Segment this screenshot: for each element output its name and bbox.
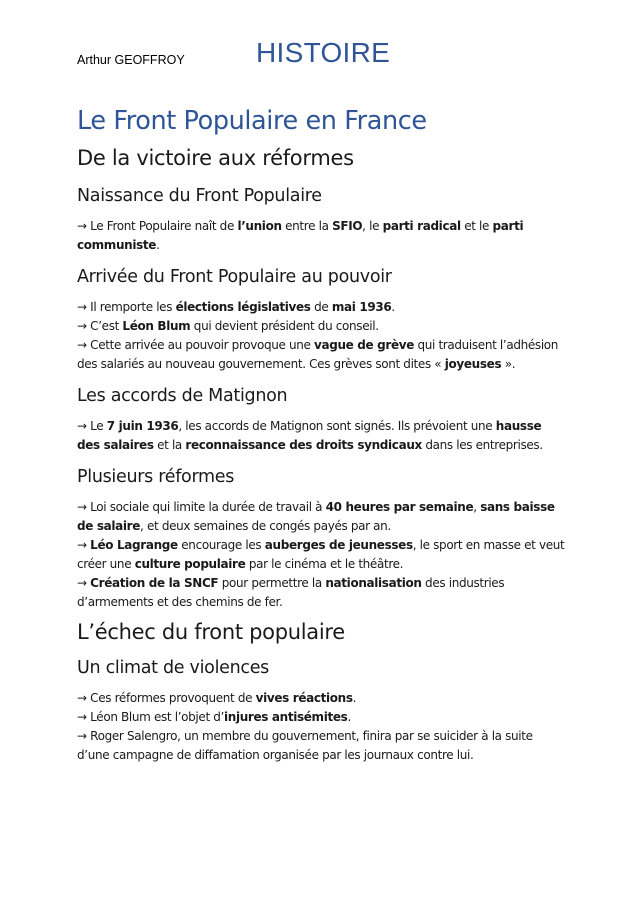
- paragraph: → Le Front Populaire naît de l’union entre la SFIO, le parti radical et le parti communiste.: [77, 219, 524, 252]
- paragraph: → Création de la SNCF pour permettre la nationalisation des industries d’armements et des chemins de fer.: [77, 576, 505, 609]
- document-body: [77, 104, 567, 765]
- section-heading-violences: Un climat de violences: [77, 658, 269, 678]
- part1-heading: De la victoire aux réformes: [77, 146, 354, 170]
- section-heading-naissance: Naissance du Front Populaire: [77, 186, 322, 206]
- paragraph: → Le 7 juin 1936, les accords de Matignon sont signés. Ils prévoient une hausse des salaires et la reconnaissance des droits syndicaux dans les entreprises.: [77, 419, 543, 452]
- paragraph: → Cette arrivée au pouvoir provoque une vague de grève qui traduisent l’adhésion des salariés au nouveau gouvernement. Ces grèves sont dites « joyeuses ».: [77, 338, 559, 371]
- paragraph: → Loi sociale qui limite la durée de travail à 40 heures par semaine, sans baisse de salaire, et deux semaines de congés payés par an.: [77, 500, 555, 533]
- section-heading-reformes: Plusieurs réformes: [77, 467, 235, 487]
- paragraph: → Léon Blum est l’objet d’injures antisémites.: [77, 710, 351, 724]
- section-heading-arrivee: Arrivée du Front Populaire au pouvoir: [77, 267, 392, 287]
- subject-title: HISTOIRE: [256, 37, 391, 68]
- paragraph: → Léo Lagrange encourage les auberges de jeunesses, le sport en masse et veut créer une culture populaire par le cinéma et le théâtre.: [77, 538, 565, 571]
- paragraph: → Roger Salengro, un membre du gouvernement, finira par se suicider à la suite d’une campagne de diffamation organisée par les journaux contre lui.: [77, 729, 533, 762]
- part2-heading: L’échec du front populaire: [77, 620, 345, 644]
- paragraph: → C’est Léon Blum qui devient président du conseil.: [77, 319, 379, 333]
- section-heading-matignon: Les accords de Matignon: [77, 386, 288, 406]
- paragraph: → Il remporte les élections législatives de mai 1936.: [77, 300, 395, 314]
- document-title: Le Front Populaire en France: [77, 106, 427, 136]
- author-name: Arthur GEOFFROY: [77, 53, 185, 67]
- paragraph: → Ces réformes provoquent de vives réactions.: [77, 691, 357, 705]
